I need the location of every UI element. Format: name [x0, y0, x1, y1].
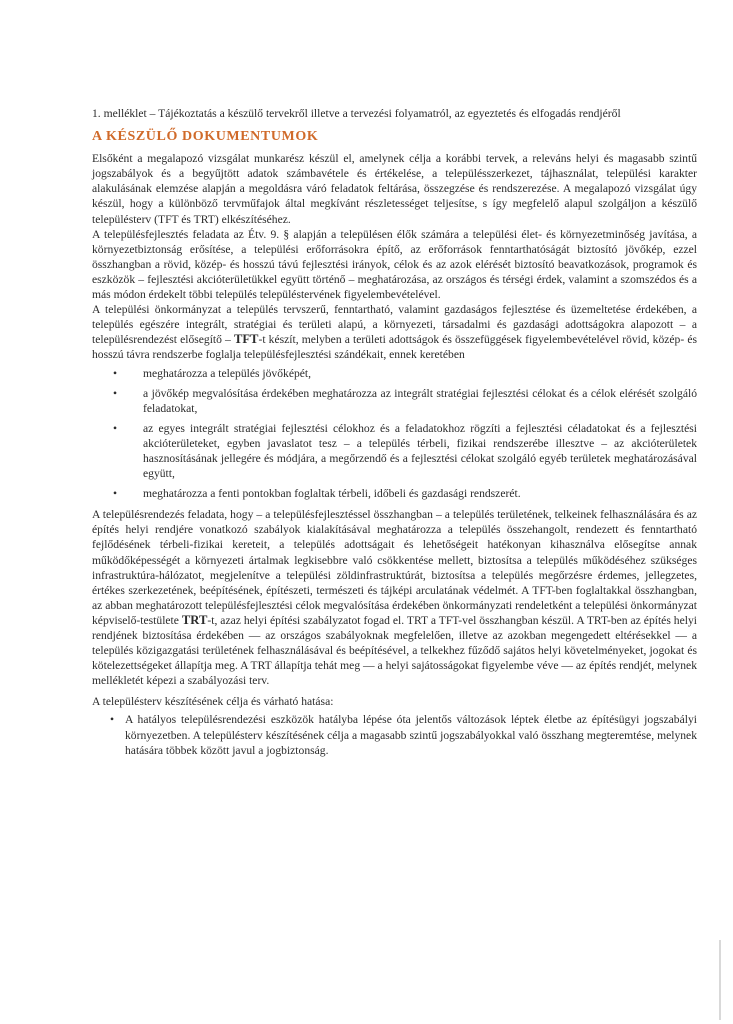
- paragraph-tft-text-a: A települési önkormányzat a település tervszerű, fenntartható, valamint gazdaságos fejlesztése és üzemeltetése érdekében, a település egészére integrált, stratégiai és területi alapú, a környezeti, társadalmi és gazdasági adottságokra alapozott – a településrendezést elősegítő –: [92, 303, 697, 347]
- bullet-icon: •: [113, 366, 118, 380]
- paragraph-preparatory-study: Elsőként a megalapozó vizsgálat munkarész készül el, amelynek célja a korábbi tervek, a releváns helyi és magasabb szintű jogszabályok és a begyűjtött adatok számbavétele és értékelése, a településszerkezet, tájhasználat, települési karakter alakulásának elemzése alapján a megoldásra váró feladatok feltárása, összegzése és rendszerezése. A megalapozó vizsgálat úgy készül, hogy a különböző tervműfajok által megkívánt részletességet teljesítse, s így megfelelő alapul szolgáljon a készülő településterv (TFT és TRT) elkészítéséhez.: [92, 152, 697, 226]
- list-item: • meghatározza a fenti pontokban foglaltak térbeli, időbeli és gazdasági rendszerét.: [113, 487, 521, 501]
- list-item: • az egyes integrált stratégiai fejlesztési célokhoz és a feladatokhoz rögzíti a fejlesztési céladatokat és a fejlesztési akcióterületeket, egyben javaslatot tesz – a település térbeli, fizikai rendszerébe illesztve – az akcióterületek hasznosításának jellegére és módjára, a megőrzendő és a fejlesztési célokat szolgáló egyéb területek meghatározásával együtt,: [113, 421, 697, 481]
- bullet-icon: •: [113, 386, 118, 400]
- tft-acronym: TFT: [233, 332, 259, 347]
- bullet-icon: •: [113, 421, 118, 435]
- bullet-icon: •: [110, 713, 115, 727]
- tft-task-list: [92, 366, 697, 502]
- list-item: • meghatározza a település jövőképét,: [113, 366, 312, 380]
- paragraph-tft: [92, 302, 697, 362]
- bullet-icon: •: [113, 487, 118, 501]
- section-title: A KÉSZÜLŐ DOKUMENTUMOK: [92, 129, 319, 145]
- list-item: • a jövőkép megvalósítása érdekében meghatározza az integrált stratégiai fejlesztési célokat és a célok elérését szolgáló feladatokat,: [113, 386, 697, 415]
- document-body: [92, 106, 697, 763]
- paragraph-plan-goal-intro: A településterv készítésének célja és várható hatása:: [92, 695, 334, 709]
- trt-acronym: TRT: [181, 612, 208, 627]
- list-item: • A hatályos településrendezési eszközök hatályba lépése óta jelentős változások léptek életbe az építésügyi jogszabályi környezetben. A településterv készítésének célja a magasabb szintű jogszabályokkal való összhang megteremtése, melynek hatására többek között javul a jogbiztonság.: [110, 713, 697, 757]
- annex-heading: 1. melléklet – Tájékoztatás a készülő tervekről illetve a tervezési folyamatról, az egyeztetés és elfogadás rendjéről: [92, 107, 621, 120]
- paragraph-tft-text-b: -t készít, melyben a területi adottságok és összefüggések figyelembevételével rövid, közép- és hosszú távra rendszerbe foglalja településfejlesztési szándékait, ennek keretében: [92, 333, 697, 362]
- paragraph-settlement-development: A településfejlesztés feladata az Étv. 9. § alapján a településen élők számára a települési élet- és környezetminőség javítása, a környezetbiztonság erősítése, a települési erőforrásokra építő, az erőforrások fenntarthatóságát biztosító jövőkép, ezzel összhangban a rövid, közép- és hosszú távú fejlesztési irányok, célok és az azok elérését biztosító beavatkozások, programok és eszközök – fejlesztési akcióterületükkel együtt történő – meghatározása, az országos és térségi érdek, valamint a szomszédos és a más módon érdekelt többi település településtervének figyelembevételével.: [92, 227, 697, 302]
- plan-goal-list: [92, 712, 697, 757]
- scan-edge-shadow: [719, 940, 721, 1020]
- paragraph-settlement-planning: A településrendezés feladata, hogy – a településfejlesztéssel összhangban – a település területének, telkeinek felhasználására és az építés helyi rendjére vonatkozó szabályok kialakításával meghatározza a település összehangolt, rendezett és fenntartható fejlődésének térbeli-fizikai kereteit, a település adottságait és lehetőségeit hatékonyan kihasználva elősegítse annak működőképességét a környezeti ártalmak legkisebbre való csökkentése mellett, biztosítsa a település működéséhez szükséges infrastruktúra-hálózatot, megjelenítve a települési zöldinfrastruktúrát, biztosítsa a település megőrzésre érdemes, jellegzetes, értékes szerkezetének, beépítésének, építészeti, természeti és tájképi arculatának védelmét. A TFT-ben foglaltakkal összhangban, az abban meghatározott településfejlesztési célok megvalósítása érdekében önkormányzati rendeletként a települési önkormányzat képviselő-testülete TRT-t, azaz helyi építési szabályzatot fogad el. TRT a TFT-vel összhangban készül. A TRT-ben az építés helyi rendjének biztosítása érdekében — az országos szabályoknak megfelelően, illetve az azokban megengedett eltérésekkel — a település közigazgatási területének felhasználásával és beépítésével, a telkekhez fűződő sajátos helyi követelményeket, jogokat és kötelezettségeket állapítja meg. A TRT állapítja tehát meg — a helyi sajátosságokat figyelembe véve — az építés rendjét, melynek mellékletét képezi a szabályozási terv.: [92, 508, 697, 688]
